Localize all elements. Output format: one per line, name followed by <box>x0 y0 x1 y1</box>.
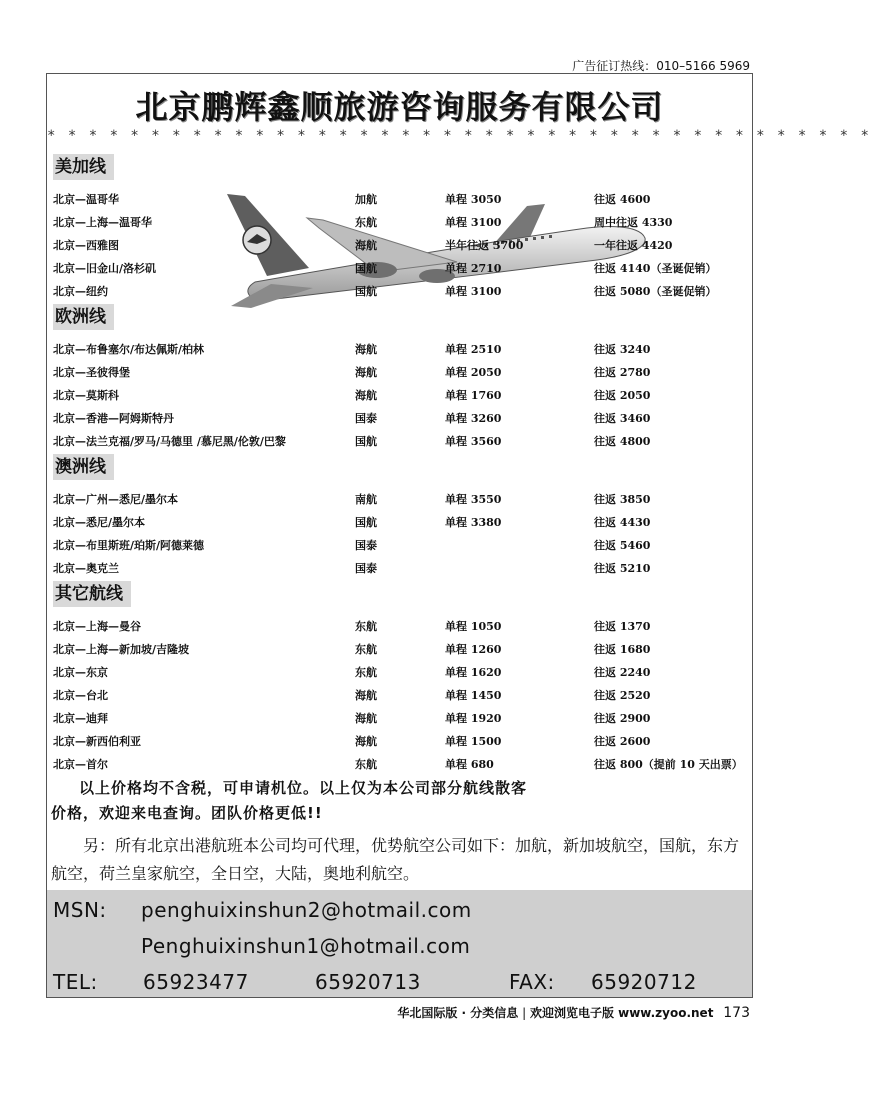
return-price: 往返 2240 <box>594 666 651 679</box>
route: 北京—莫斯科 <box>53 389 119 402</box>
return-price: 往返 2050 <box>594 389 651 402</box>
msn-address-1: penghuixinshun2@hotmail.com <box>141 898 472 922</box>
route-row <box>53 186 651 209</box>
oneway-price: 单程 3260 <box>445 412 502 425</box>
tel-number-1: 65923477 <box>143 970 249 994</box>
route: 北京—旧金山/洛杉矶 <box>53 262 157 275</box>
oneway-price: 单程 1500 <box>445 735 502 748</box>
oneway-price: 单程 3560 <box>445 435 502 448</box>
section-europe <box>53 304 651 451</box>
route-row <box>53 636 651 659</box>
fax-label: FAX: <box>509 970 555 994</box>
return-price: 往返 4800 <box>594 435 651 448</box>
route: 北京—新西伯利亚 <box>53 735 141 748</box>
notice-line-1: 以上价格均不含税，可申请机位。以上仅为本公司部分航线散客 <box>79 779 528 797</box>
route: 北京—布里斯班/珀斯/阿德莱德 <box>53 539 205 552</box>
oneway-price: 单程 1050 <box>445 620 502 633</box>
oneway-price: 单程 1260 <box>445 643 502 656</box>
return-price: 往返 800（提前 10 天出票） <box>594 758 743 771</box>
airline: 东航 <box>355 216 377 229</box>
company-name: 北京鹏辉鑫顺旅游咨询服务有限公司 <box>135 88 664 126</box>
tel-label: TEL: <box>53 970 98 994</box>
oneway-price: 半年往返 3700 <box>445 239 524 252</box>
footer-separator: | <box>522 1006 527 1020</box>
return-price: 往返 3850 <box>594 493 651 506</box>
agent-airlines-text: 另：所有北京出港航班本公司均可代理，优势航空公司如下：加航，新加坡航空，国航，东方航空，荷兰皇家航空，全日空，大陆，奥地利航空。 <box>51 836 740 883</box>
route: 北京—法兰克福/罗马/马德里 /慕尼黑/伦敦/巴黎 <box>53 435 286 448</box>
route: 北京—东京 <box>53 666 108 679</box>
notice-line-2: 价格，欢迎来电查询。团队价格更低!! <box>51 804 323 822</box>
airline: 加航 <box>355 193 377 206</box>
return-price: 往返 4140（圣诞促销） <box>594 262 717 275</box>
oneway-price: 单程 2050 <box>445 366 502 379</box>
route-row <box>53 659 651 682</box>
route-row <box>53 209 673 232</box>
section-title: 美加线 <box>53 154 114 180</box>
contact-panel <box>47 890 752 997</box>
airline: 国泰 <box>355 412 377 425</box>
return-price: 往返 3460 <box>594 412 651 425</box>
route-row <box>53 255 717 278</box>
return-price: 往返 2520 <box>594 689 651 702</box>
return-price: 往返 5080（圣诞促销） <box>594 285 717 298</box>
route-row <box>53 682 651 705</box>
route: 北京—香港—阿姆斯特丹 <box>53 412 174 425</box>
advertisement-frame <box>46 73 871 998</box>
route-row <box>53 555 651 578</box>
return-price: 一年往返 4420 <box>594 239 673 252</box>
route-row <box>53 359 651 382</box>
airline: 海航 <box>355 343 377 356</box>
agent-airlines <box>51 832 751 888</box>
route: 北京—广州—悉尼/墨尔本 <box>53 493 179 506</box>
msn-label: MSN: <box>53 898 107 922</box>
route-row <box>53 405 651 428</box>
oneway-price: 单程 1620 <box>445 666 502 679</box>
price-notice <box>51 776 751 826</box>
return-price: 往返 4430 <box>594 516 651 529</box>
return-price: 周中往返 4330 <box>594 216 673 229</box>
route-row <box>53 382 651 405</box>
return-price: 往返 5210 <box>594 562 651 575</box>
airline: 国航 <box>355 262 377 275</box>
airline: 海航 <box>355 712 377 725</box>
airline: 国航 <box>355 516 377 529</box>
route-row <box>53 336 651 359</box>
airplane-illustration <box>227 184 647 314</box>
return-price: 往返 4600 <box>594 193 651 206</box>
airline: 国泰 <box>355 539 377 552</box>
route: 北京—悉尼/墨尔本 <box>53 516 146 529</box>
route-row <box>53 278 717 301</box>
return-price: 往返 1370 <box>594 620 651 633</box>
route-row <box>53 751 743 774</box>
oneway-price: 单程 3100 <box>445 285 502 298</box>
section-title: 欧洲线 <box>53 304 114 330</box>
oneway-price: 单程 3380 <box>445 516 502 529</box>
oneway-price: 单程 2510 <box>445 343 502 356</box>
publication-name: 华北国际版 · 分类信息 <box>397 1006 519 1020</box>
route: 北京—奥克兰 <box>53 562 119 575</box>
footer-welcome: 欢迎浏览电子版 www.zyoo.net <box>529 1006 714 1020</box>
section-title: 其它航线 <box>53 581 131 607</box>
route: 北京—西雅图 <box>53 239 119 252</box>
oneway-price: 单程 1760 <box>445 389 502 402</box>
route-row <box>53 728 651 751</box>
msn-address-2: Penghuixinshun1@hotmail.com <box>141 934 471 958</box>
tel-number-2: 65920713 <box>315 970 421 994</box>
section-australia <box>53 454 651 578</box>
fax-number: 65920712 <box>591 970 697 994</box>
return-price: 往返 2780 <box>594 366 651 379</box>
airline: 海航 <box>355 389 377 402</box>
route-row <box>53 613 651 636</box>
route: 北京—首尔 <box>53 758 108 771</box>
airline: 东航 <box>355 666 377 679</box>
airline: 国航 <box>355 435 377 448</box>
route: 北京—圣彼得堡 <box>53 366 130 379</box>
route-row <box>53 428 651 451</box>
route: 北京—布鲁塞尔/布达佩斯/柏林 <box>53 343 205 356</box>
oneway-price: 单程 2710 <box>445 262 502 275</box>
route-row <box>53 509 651 532</box>
oneway-price: 单程 680 <box>445 758 494 771</box>
oneway-price: 单程 1920 <box>445 712 502 725</box>
route: 北京—温哥华 <box>53 193 119 206</box>
return-price: 往返 1680 <box>594 643 651 656</box>
return-price: 往返 5460 <box>594 539 651 552</box>
route-row <box>53 705 651 728</box>
route-row <box>53 532 651 555</box>
airline: 东航 <box>355 758 377 771</box>
airline: 南航 <box>355 493 377 506</box>
oneway-price: 单程 3550 <box>445 493 502 506</box>
ad-hotline: 广告征订热线：010–5166 5969 <box>572 59 750 73</box>
route-row <box>53 232 673 255</box>
route: 北京—台北 <box>53 689 108 702</box>
route: 北京—迪拜 <box>53 712 108 725</box>
airline: 国泰 <box>355 562 377 575</box>
return-price: 往返 3240 <box>594 343 651 356</box>
page-footer <box>397 1004 750 1021</box>
oneway-price: 单程 3100 <box>445 216 502 229</box>
section-other-routes <box>53 581 743 774</box>
airline: 国航 <box>355 285 377 298</box>
return-price: 往返 2600 <box>594 735 651 748</box>
airline: 东航 <box>355 643 377 656</box>
page-number: 173 <box>723 1005 750 1021</box>
route: 北京—纽约 <box>53 285 108 298</box>
oneway-price: 单程 3050 <box>445 193 502 206</box>
airline: 海航 <box>355 689 377 702</box>
route: 北京—上海—曼谷 <box>53 620 141 633</box>
return-price: 往返 2900 <box>594 712 651 725</box>
section-north-america <box>53 154 717 301</box>
airline: 海航 <box>355 239 377 252</box>
star-divider: * * * * * * * * * * * * * * * * * * * * * * * * * * * * * * * * * * * * * * * * <box>47 128 871 144</box>
oneway-price: 单程 1450 <box>445 689 502 702</box>
section-title: 澳洲线 <box>53 454 114 480</box>
route: 北京—上海—新加坡/吉隆坡 <box>53 643 190 656</box>
airline: 海航 <box>355 366 377 379</box>
route-row <box>53 486 651 509</box>
airline: 海航 <box>355 735 377 748</box>
route: 北京—上海—温哥华 <box>53 216 152 229</box>
airline: 东航 <box>355 620 377 633</box>
